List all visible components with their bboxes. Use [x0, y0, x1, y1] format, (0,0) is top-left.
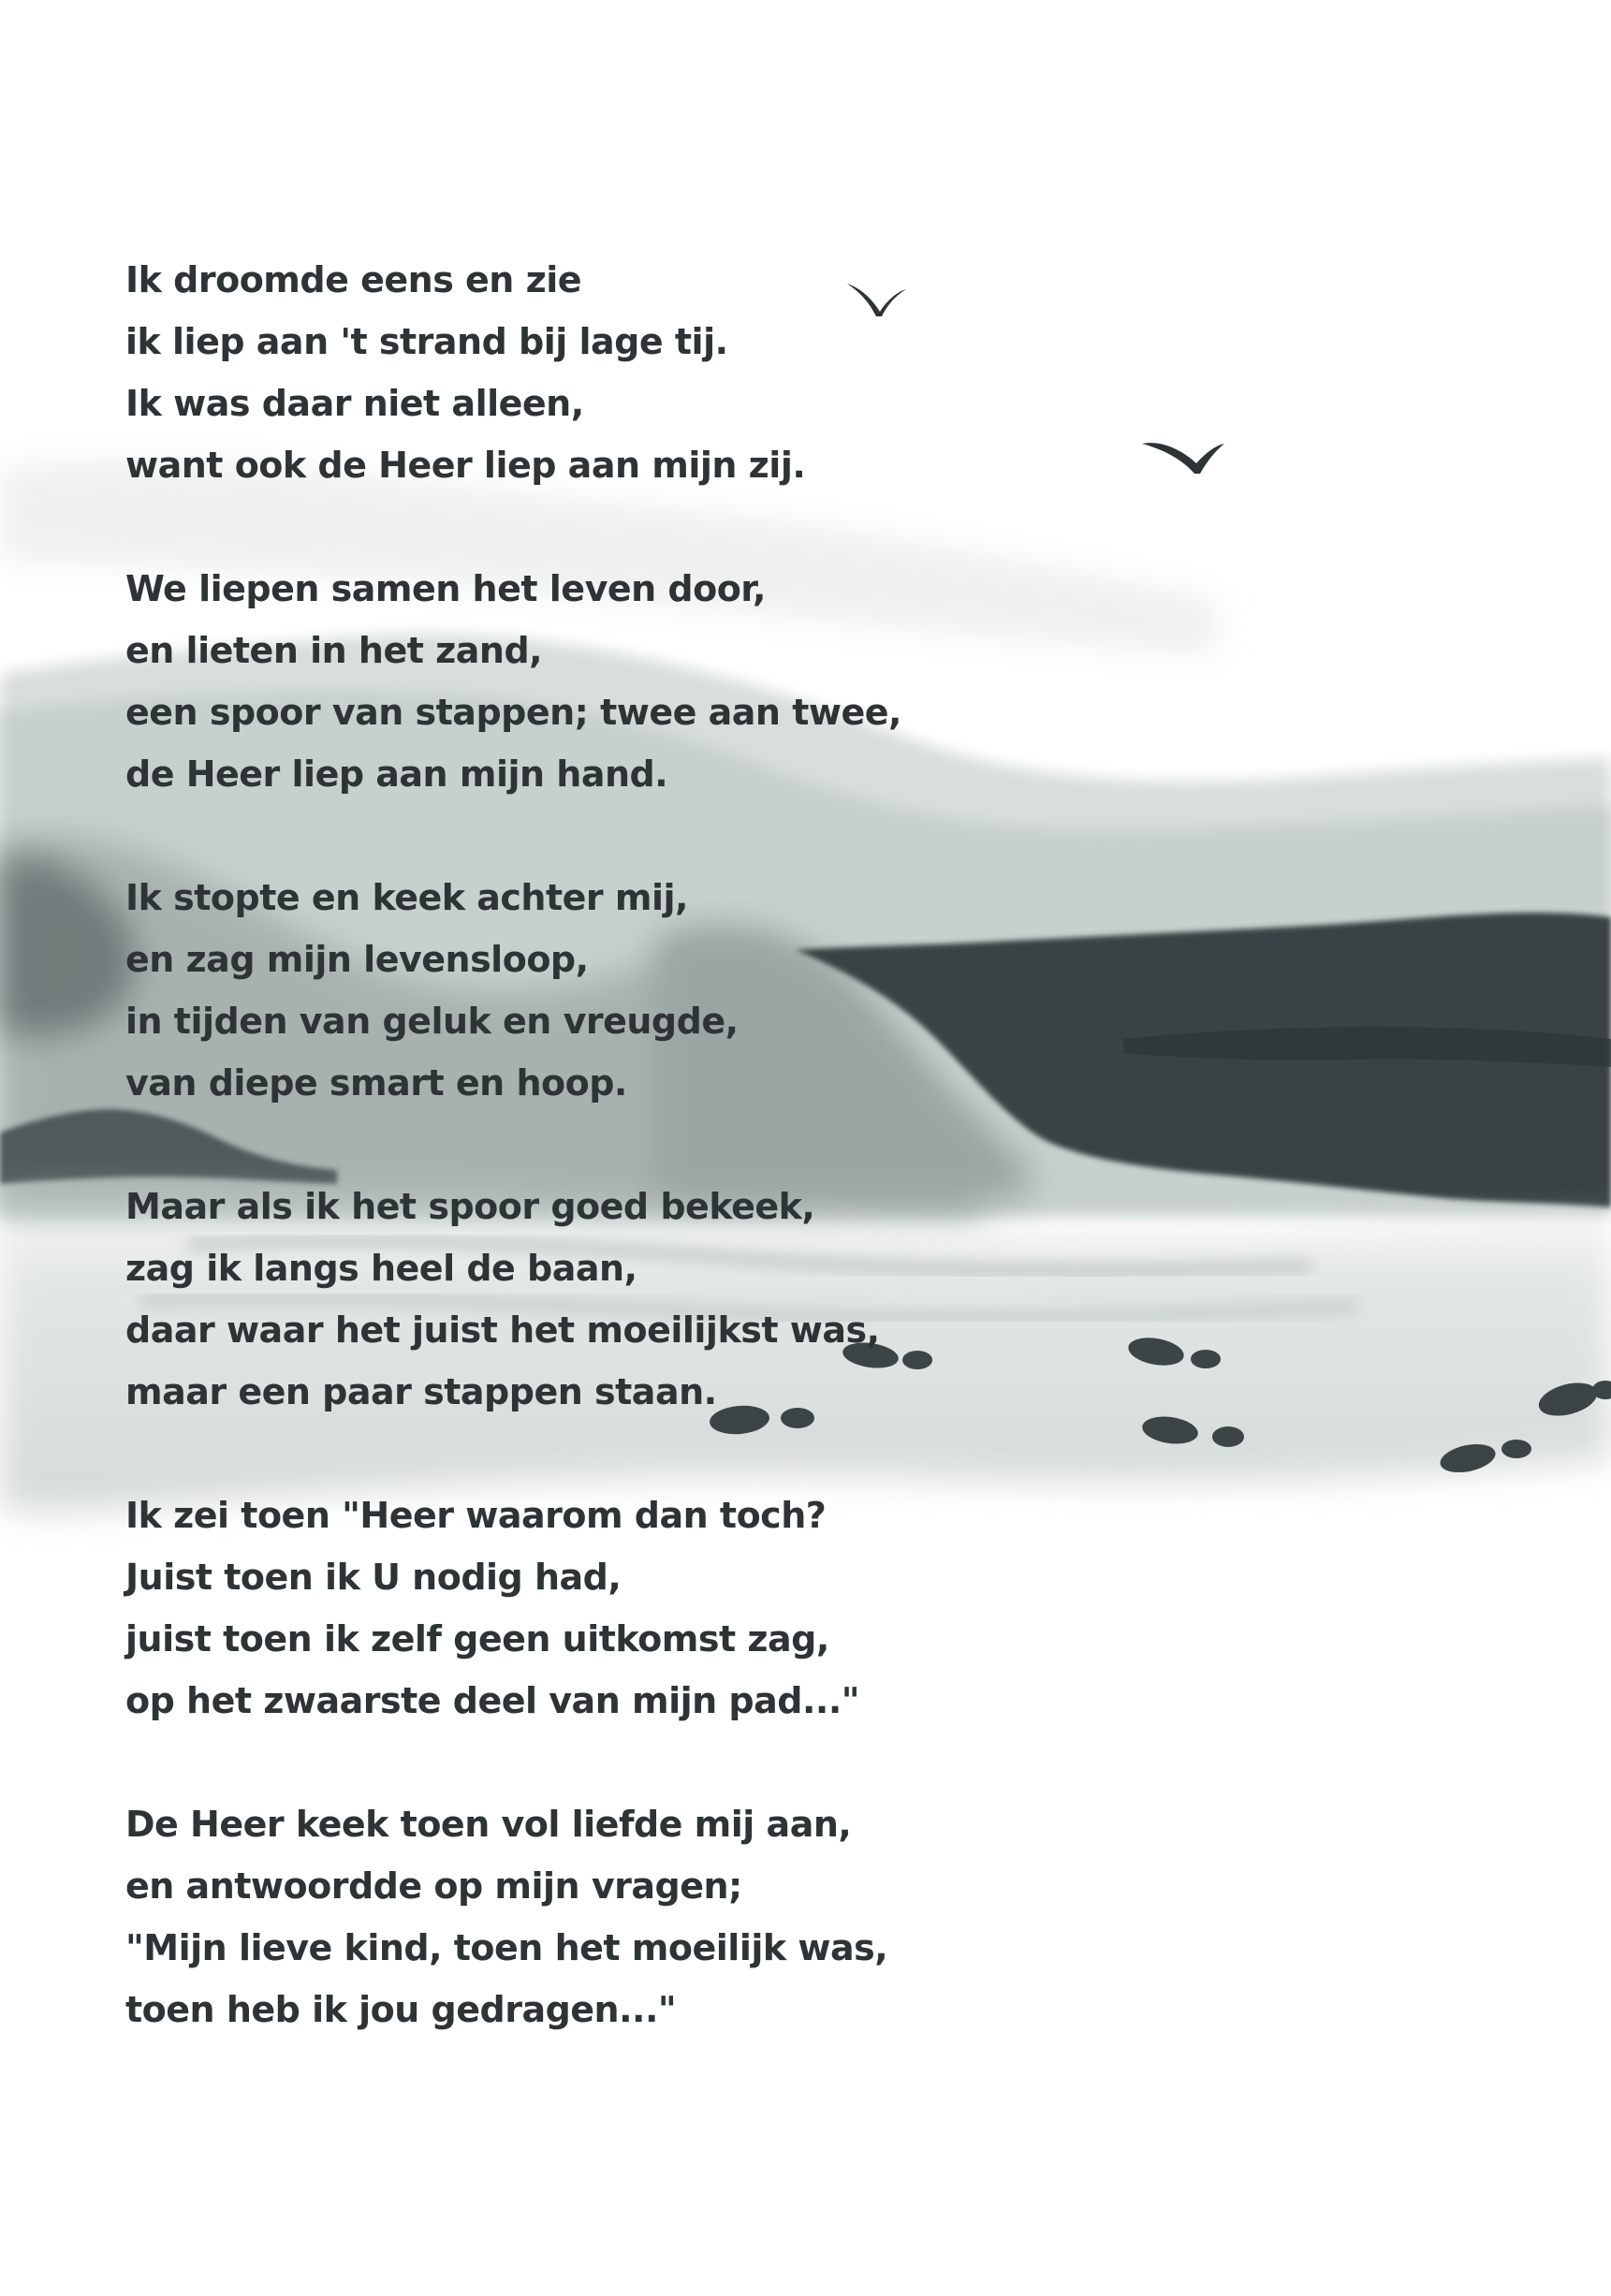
stanza-4	[125, 1176, 968, 1423]
bird-icon	[1142, 443, 1224, 474]
poem-text	[125, 249, 968, 2102]
poem-line: en lieten in het zand,	[125, 630, 543, 671]
poem-line: De Heer keek toen vol liefde mij aan,	[125, 1804, 852, 1845]
poem-line: ik liep aan 't strand bij lage tij.	[125, 321, 728, 362]
poem-line: Ik droomde eens en zie	[125, 259, 582, 300]
poem-line: en zag mijn levensloop,	[125, 939, 589, 980]
poem-line: Maar als ik het spoor goed bekeek,	[125, 1186, 815, 1227]
poem-line: een spoor van stappen; twee aan twee,	[125, 692, 901, 733]
poem-line: juist toen ik zelf geen uitkomst zag,	[125, 1618, 829, 1660]
poem-line: "Mijn lieve kind, toen het moeilijk was,	[125, 1927, 888, 1968]
poem-line: toen heb ik jou gedragen..."	[125, 1989, 677, 2030]
poem-line: Juist toen ik U nodig had,	[125, 1557, 622, 1598]
stanza-1	[125, 249, 968, 496]
poem-line: We liepen samen het leven door,	[125, 568, 766, 609]
stanza-5	[125, 1484, 968, 1732]
poem-line: zag ik langs heel de baan,	[125, 1248, 637, 1289]
poem-line: de Heer liep aan mijn hand.	[125, 753, 668, 795]
poem-line: daar waar het juist het moeilijkst was,	[125, 1309, 880, 1351]
poem-line: en antwoordde op mijn vragen;	[125, 1865, 742, 1907]
poem-line: want ook de Heer liep aan mijn zij.	[125, 445, 806, 486]
poem-line: Ik stopte en keek achter mij,	[125, 877, 688, 918]
poem-line: in tijden van geluk en vreugde,	[125, 1001, 739, 1042]
poem-line: maar een paar stappen staan.	[125, 1371, 717, 1412]
stanza-2	[125, 558, 968, 805]
stanza-3	[125, 867, 968, 1114]
poem-line: van diepe smart en hoop.	[125, 1062, 627, 1104]
stanza-6	[125, 1793, 968, 2040]
poem-line: Ik was daar niet alleen,	[125, 383, 584, 424]
poem-line: op het zwaarste deel van mijn pad..."	[125, 1680, 860, 1721]
poem-line: Ik zei toen "Heer waarom dan toch?	[125, 1495, 827, 1536]
